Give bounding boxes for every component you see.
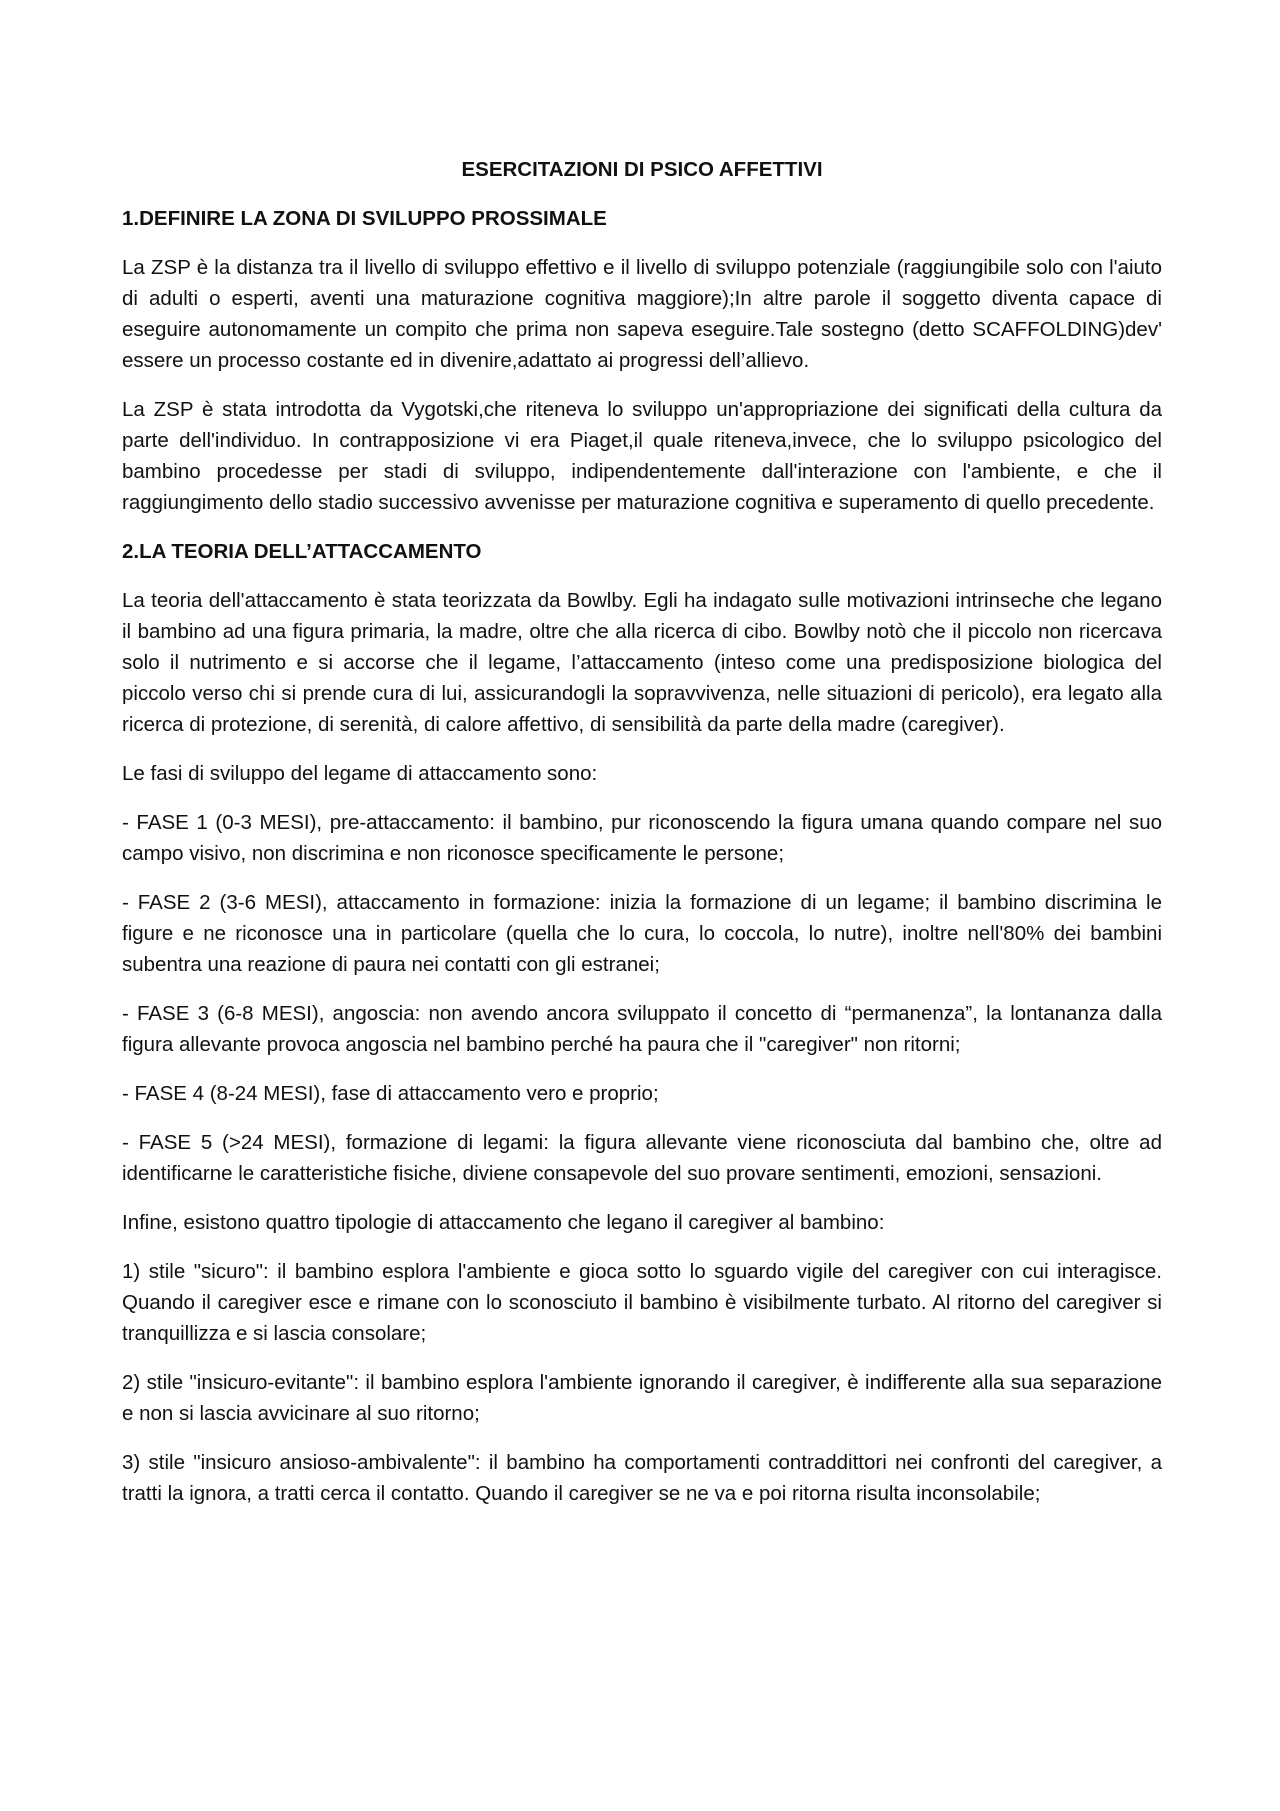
document-title: ESERCITAZIONI DI PSICO AFFETTIVI xyxy=(461,158,823,181)
section-heading-zsp: 1.DEFINIRE LA ZONA DI SVILUPPO PROSSIMALE xyxy=(122,207,607,230)
paragraph: Infine, esistono quattro tipologie di attaccamento che legano il caregiver al bambino: xyxy=(122,1211,885,1234)
attachment-style-item: 1) stile "sicuro": il bambino esplora l'ambiente e gioca sotto lo sguardo vigile del caregiver con cui interagisce. Quando il caregiver esce e rimane con lo sconosciuto il bambino è visibilmente turbato. Al ritorno del caregiver si tranquillizza e si lascia consolare; xyxy=(122,1260,1162,1345)
paragraph: La teoria dell'attaccamento è stata teorizzata da Bowlby. Egli ha indagato sulle motivazioni intrinseche che legano il bambino ad una figura primaria, la madre, oltre che alla ricerca di cibo. Bowlby notò che il piccolo non ricercava solo il nutrimento e si accorse che il legame, l’attaccamento (inteso come una predisposizione biologica del piccolo verso chi si prende cura di lui, assicurandogli la sopravvivenza, nelle situazioni di pericolo), era legato alla ricerca di protezione, di serenità, di calore affettivo, di sensibilità da parte della madre (caregiver). xyxy=(122,589,1162,736)
section-heading-attaccamento: 2.LA TEORIA DELL’ATTACCAMENTO xyxy=(122,540,482,563)
phase-item: - FASE 4 (8-24 MESI), fase di attaccamento vero e proprio; xyxy=(122,1082,659,1105)
paragraph: La ZSP è la distanza tra il livello di sviluppo effettivo e il livello di sviluppo potenziale (raggiungibile solo con l'aiuto di adulti o esperti, aventi una maturazione cognitiva maggiore);In altre parole il soggetto diventa capace di eseguire autonomamente un compito che prima non sapeva eseguire.Tale sostegno (detto SCAFFOLDING)dev' essere un processo costante ed in divenire,adattato ai progressi dell’allievo. xyxy=(122,256,1162,372)
attachment-style-item: 2) stile "insicuro-evitante": il bambino esplora l'ambiente ignorando il caregiver, è indifferente alla sua separazione e non si lascia avvicinare al suo ritorno; xyxy=(122,1371,1162,1425)
phase-item: - FASE 3 (6-8 MESI), angoscia: non avendo ancora sviluppato il concetto di “permanenza”, la lontananza dalla figura allevante provoca angoscia nel bambino perché ha paura che il "caregiver" non ritorni; xyxy=(122,1002,1162,1056)
phase-item: - FASE 5 (>24 MESI), formazione di legami: la figura allevante viene riconosciuta dal bambino che, oltre ad identificarne le caratteristiche fisiche, diviene consapevole del suo provare sentimenti, emozioni, sensazioni. xyxy=(122,1131,1162,1185)
document-page xyxy=(122,154,1162,1527)
paragraph: Le fasi di sviluppo del legame di attaccamento sono: xyxy=(122,762,598,785)
phase-item: - FASE 1 (0-3 MESI), pre-attaccamento: il bambino, pur riconoscendo la figura umana quando compare nel suo campo visivo, non discrimina e non riconosce specificamente le persone; xyxy=(122,811,1162,865)
attachment-style-item: 3) stile "insicuro ansioso-ambivalente": il bambino ha comportamenti contraddittori nei confronti del caregiver, a tratti la ignora, a tratti cerca il contatto. Quando il caregiver se ne va e poi ritorna risulta inconsolabile; xyxy=(122,1451,1162,1505)
paragraph: La ZSP è stata introdotta da Vygotski,che riteneva lo sviluppo un'appropriazione dei significati della cultura da parte dell'individuo. In contrapposizione vi era Piaget,il quale riteneva,invece, che lo sviluppo psicologico del bambino procedesse per stadi di sviluppo, indipendentemente dall'interazione con l'ambiente, e che il raggiungimento dello stadio successivo avvenisse per maturazione cognitiva e superamento di quello precedente. xyxy=(122,398,1162,514)
phase-item: - FASE 2 (3-6 MESI), attaccamento in formazione: inizia la formazione di un legame; il bambino discrimina le figure e ne riconosce una in particolare (quella che lo cura, lo coccola, lo nutre), inoltre nell'80% dei bambini subentra una reazione di paura nei contatti con gli estranei; xyxy=(122,891,1162,976)
